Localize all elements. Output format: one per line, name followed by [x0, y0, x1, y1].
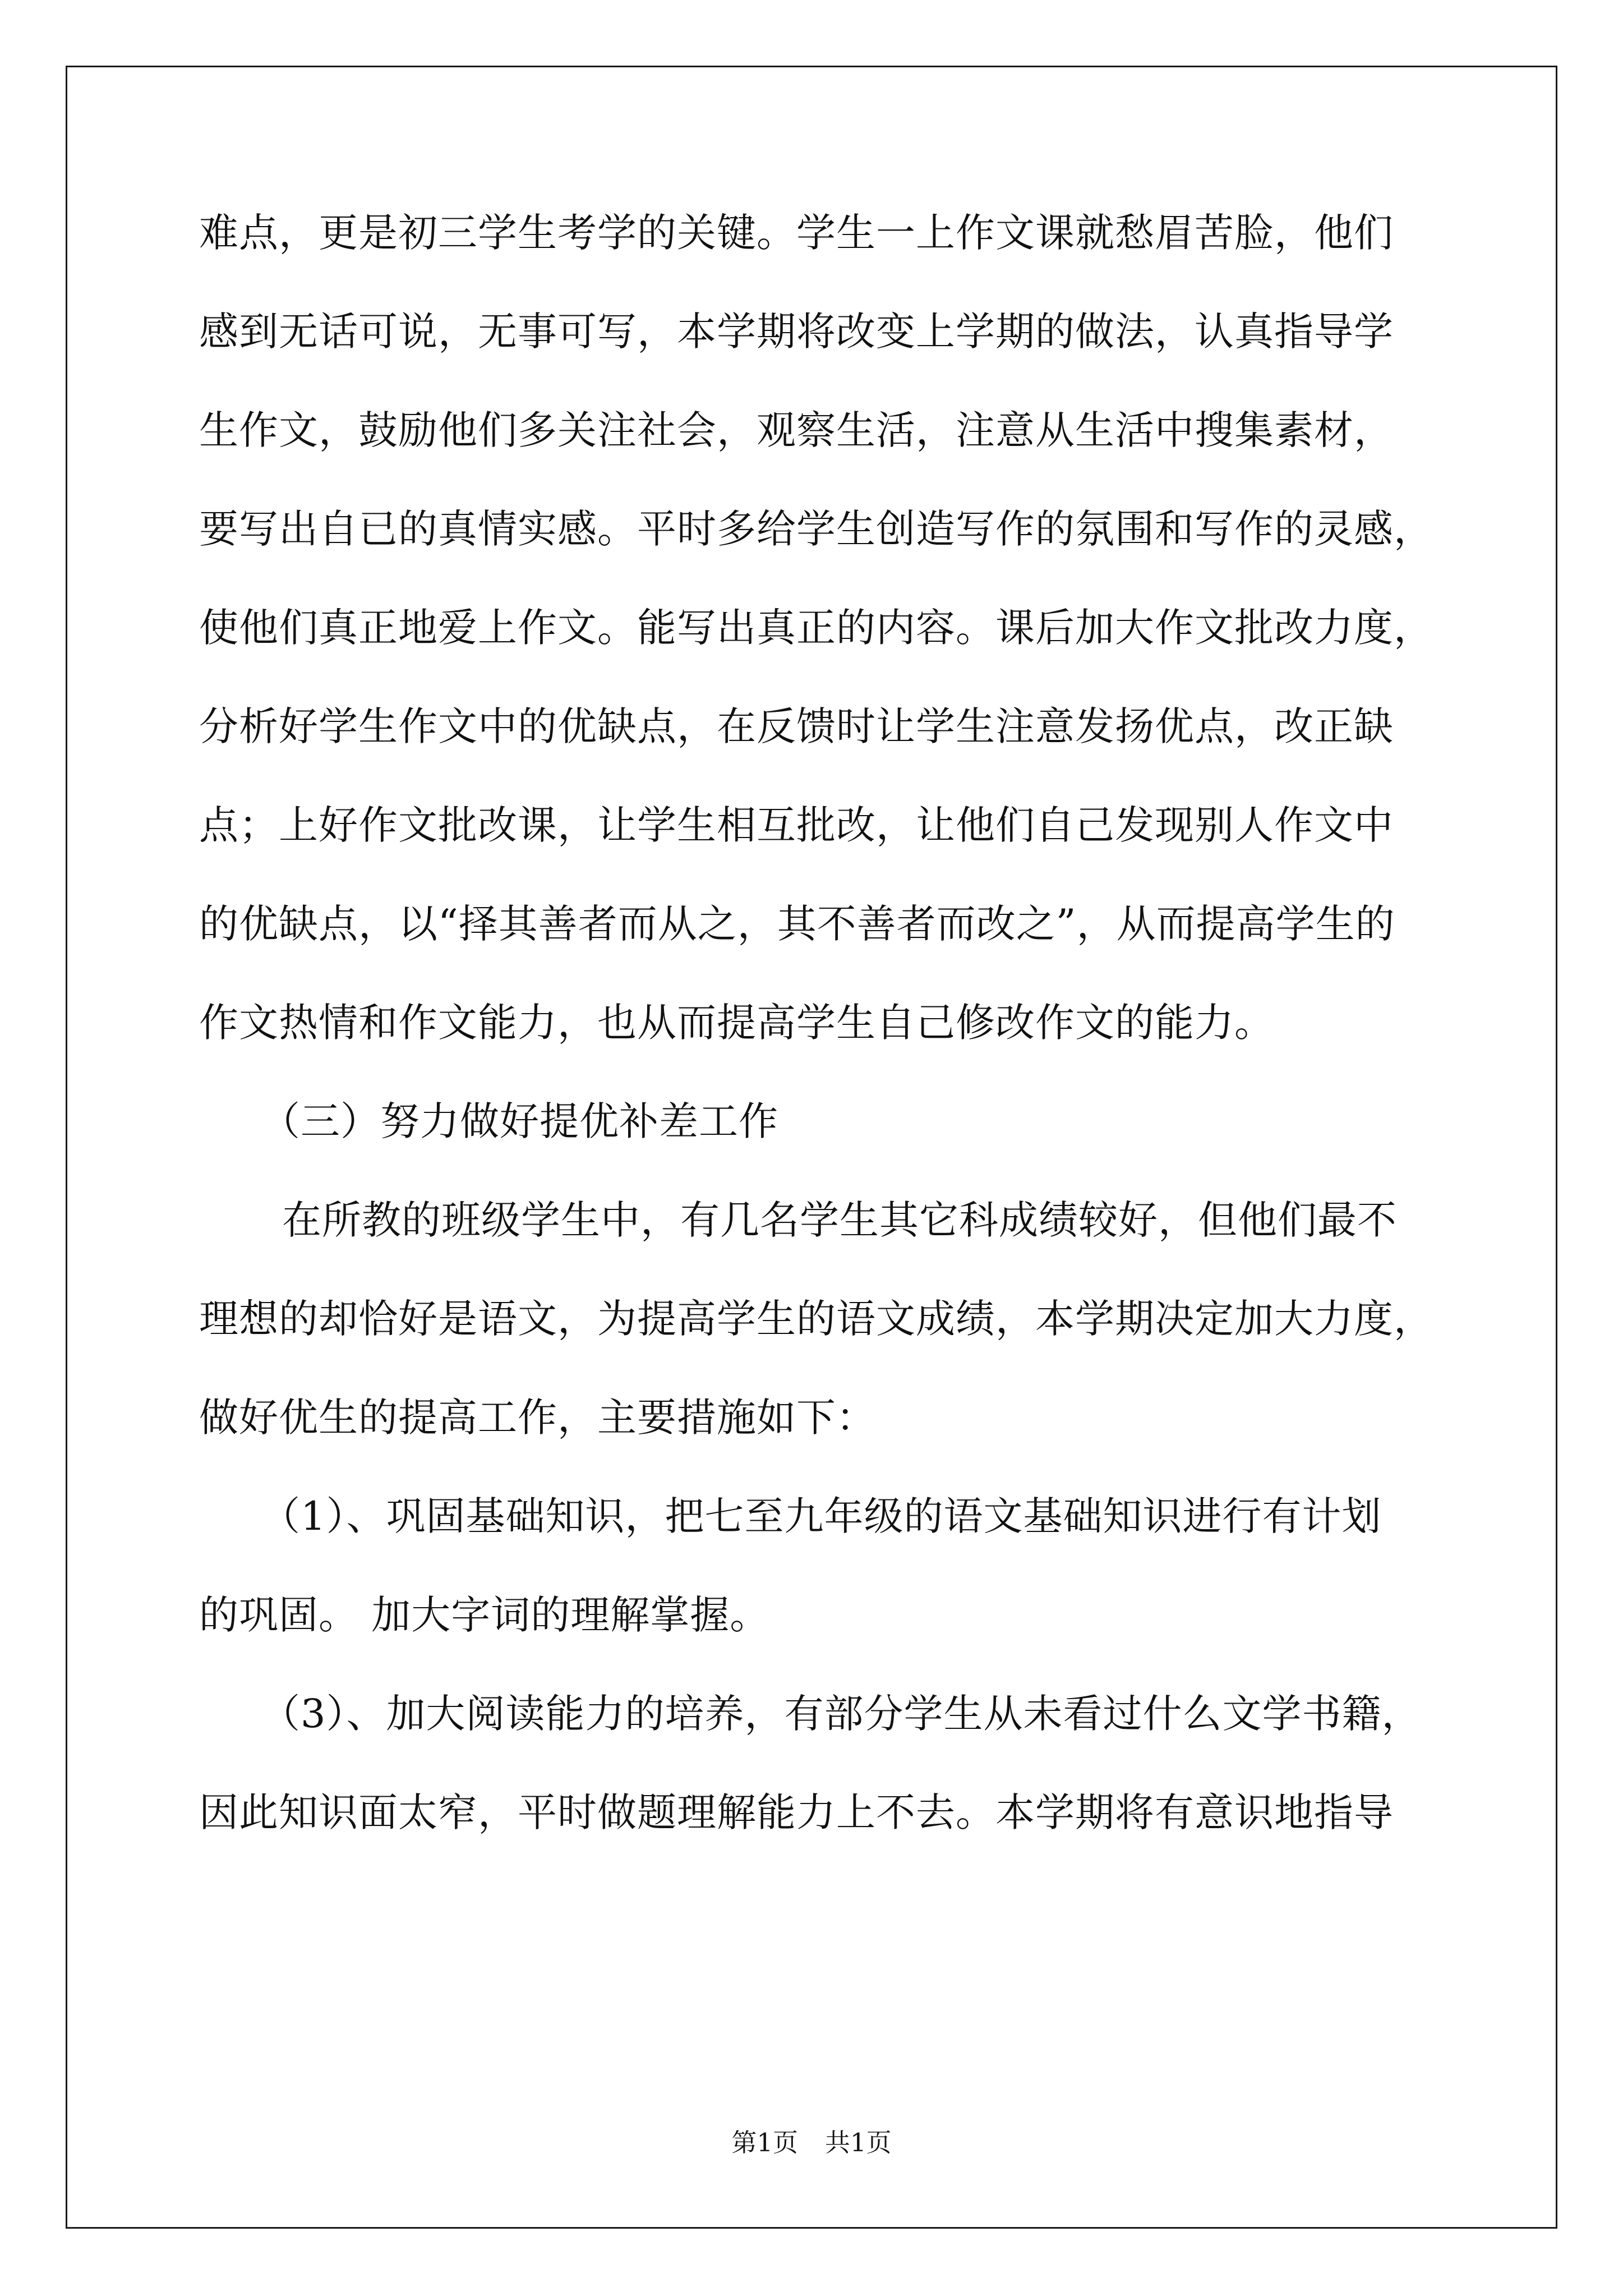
list-item-line: （1）、巩固基础知识，把七至九年级的语文基础知识进行有计划 — [261, 1493, 1382, 1539]
page-number: 第1页 — [731, 2128, 798, 2157]
text-line: 分析好学生作文中的优缺点，在反馈时让学生注意发扬优点，改正缺 — [199, 703, 1394, 749]
section-heading: （三）努力做好提优补差工作 — [261, 1098, 778, 1144]
text-line: 感到无话可说，无事可写，本学期将改变上学期的做法，认真指导学 — [199, 309, 1394, 355]
text-line: 作文热情和作文能力，也从而提高学生自己修改作文的能力。 — [199, 1000, 1274, 1046]
document-body — [199, 210, 1433, 1892]
text-line: 的巩固。 加大字词的理解掌握。 — [199, 1592, 770, 1638]
text-line: 做好优生的提高工作，主要措施如下： — [199, 1395, 876, 1441]
list-item-line: （3）、加大阅读能力的培养，有部分学生从未看过什么文学书籍， — [261, 1691, 1422, 1737]
text-line: 点；上好作文批改课，让学生相互批改，让他们自己发现别人作文中 — [199, 802, 1394, 848]
text-line: 生作文，鼓励他们多关注社会，观察生活，注意从生活中搜集素材， — [199, 407, 1394, 453]
text-line: 在所教的班级学生中，有几名学生其它科成绩较好，但他们最不 — [282, 1197, 1397, 1243]
text-line: 要写出自已的真情实感。平时多给学生创造写作的氛围和写作的灵感， — [199, 506, 1433, 552]
text-line: 的优缺点，以“择其善者而从之，其不善者而改之”，从而提高学生的 — [199, 901, 1395, 947]
text-line: 理想的却恰好是语文，为提高学生的语文成绩，本学期决定加大力度， — [199, 1296, 1433, 1342]
page-footer — [0, 2129, 1623, 2157]
text-line: 难点，更是初三学生考学的关键。学生一上作文课就愁眉苦脸，他们 — [199, 210, 1394, 256]
total-pages: 共1页 — [825, 2128, 892, 2157]
text-line: 使他们真正地爱上作文。能写出真正的内容。课后加大作文批改力度， — [199, 605, 1433, 651]
text-line: 因此知识面太窄，平时做题理解能力上不去。本学期将有意识地指导 — [199, 1789, 1394, 1835]
